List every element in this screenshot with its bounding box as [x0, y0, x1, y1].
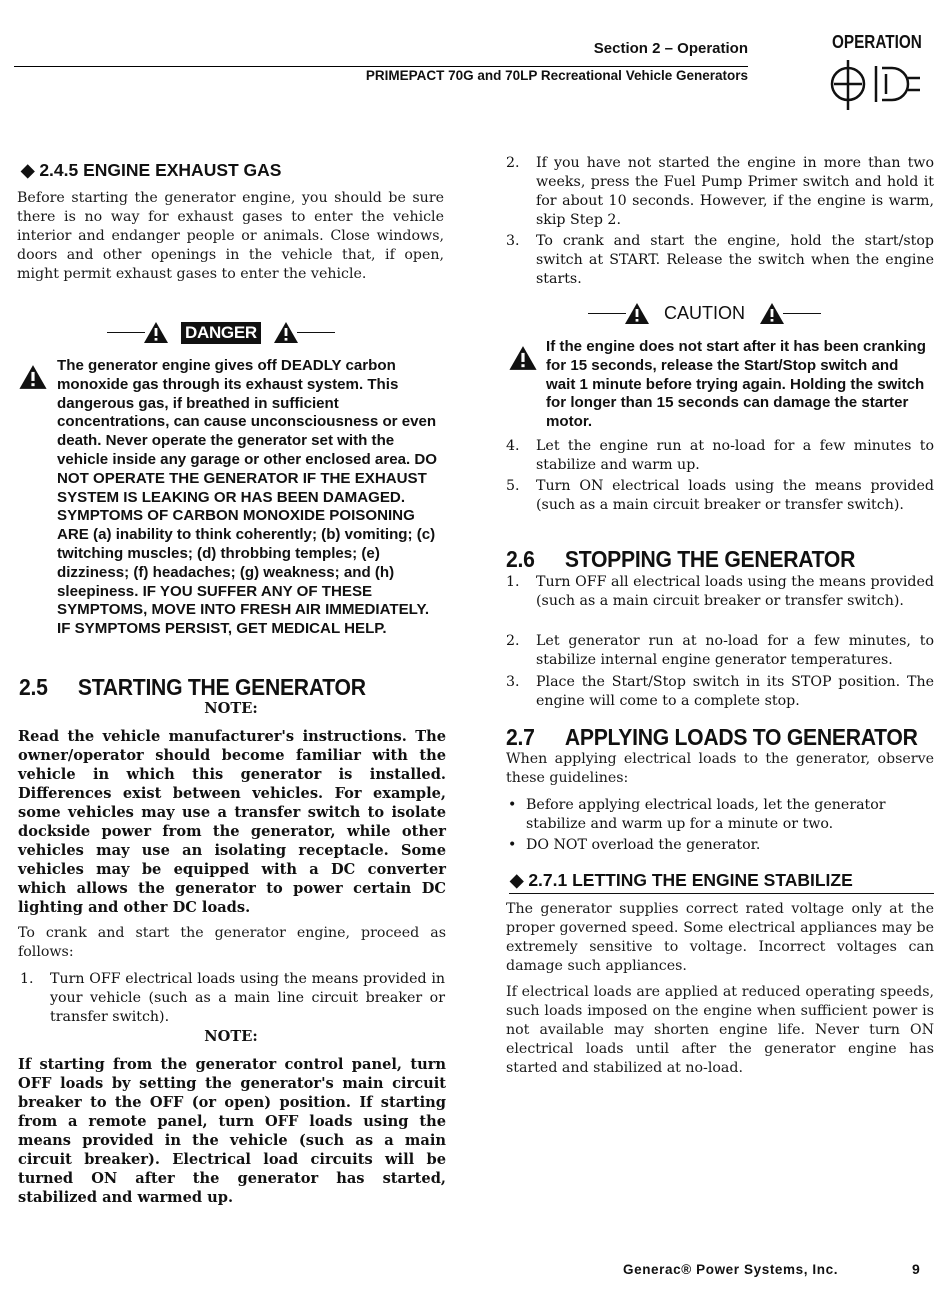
note-label: NOTE: — [204, 1028, 258, 1045]
product-header: PRIMEPACT 70G and 70LP Recreational Vehicle Generators — [365, 68, 748, 83]
warning-triangle-icon — [143, 321, 169, 344]
step-number: 2. — [506, 155, 520, 171]
stop-step-3 — [506, 673, 934, 713]
warning-triangle-icon — [273, 321, 299, 344]
step-text: Let the engine run at no-load for a few minutes to stabilize and warm up. — [536, 438, 934, 473]
banner-rule-left — [107, 332, 145, 333]
heading-rule — [509, 893, 934, 894]
step-text: Turn OFF all electrical loads using the means provided (such as a main circuit breaker or transfer switch). — [536, 574, 934, 609]
loads-intro: When applying electrical loads to the generator, observe these guidelines: — [506, 751, 934, 786]
heading-2-6 — [506, 546, 855, 573]
operation-symbol-icon — [828, 58, 932, 114]
danger-banner — [107, 321, 335, 344]
step-text: If you have not started the engine in more than two weeks, press the Fuel Pump Primer switch and hold it for about 10 seconds. However, if the engine is warm, skip Step 2. — [536, 155, 934, 228]
step-text: Let generator run at no-load for a few minutes, to stabilize internal engine generator temperatures. — [536, 633, 934, 668]
step-number: 1. — [20, 971, 34, 987]
note-paragraph-2: If starting from the generator control panel, turn OFF loads by setting the generator's main circuit breaker to the OFF (or open) position. If starting from a remote panel, turn OFF loads using the means provided in the vehicle (such as a main circuit breaker). Electrical load circuits will be turned ON after the generator has started, stabilized and warmed up. — [18, 1056, 446, 1206]
note-label: NOTE: — [204, 700, 258, 717]
diamond-bullet-icon: ◆ — [21, 160, 40, 180]
heading-2-7-title: APPLYING LOADS TO GENERATOR — [564, 724, 918, 750]
exhaust-paragraph: Before starting the generator engine, you should be sure there is no way for exhaust gases to enter the vehicle interior and endanger people or animals. Close windows, doors and other openings in the vehicle that, if open, might permit exhaust gases to enter the vehicle. — [17, 190, 444, 282]
heading-2-5 — [19, 674, 366, 701]
page-number: 9 — [912, 1261, 920, 1277]
danger-warning-text: The generator engine gives off DEADLY carbon monoxide gas through its exhaust system. This dangerous gas, if breathed in sufficient concentrations, can cause unconsciousness or even death. Never operate the generator set with the vehicle inside any garage or other enclosed area. DO NOT OPERATE THE GENERATOR IF THE EXHAUST SYSTEM IS LEAKING OR HAS BEEN DAMAGED. SYMPTOMS OF CARBON MONOXIDE POISONING ARE (a) inability to think coherently; (b) vomiting; (c) twitching muscles; (d) throbbing temples; (e) dizziness; (f) headaches; (g) weakness; and (h) sleepiness. IF YOU SUFFER ANY OF THESE SYMPTOMS, MOVE INTO FRESH AIR IMMEDIATELY. IF SYMPTOMS PERSIST, GET MEDICAL HELP. — [57, 357, 438, 638]
warning-triangle-icon — [624, 302, 650, 325]
step-text: To crank and start the engine, hold the start/stop switch at START. Release the switch when the engine starts. — [536, 233, 934, 287]
diamond-bullet-icon: ◆ — [510, 870, 529, 890]
start-step-1 — [20, 970, 445, 1028]
bullet-text: Before applying electrical loads, let the generator stabilize and warm up for a minute or two. — [526, 797, 886, 832]
crank-intro: To crank and start the generator engine, proceed as follows: — [18, 925, 446, 960]
warning-triangle-icon — [18, 364, 48, 390]
heading-2-4-5 — [21, 160, 281, 181]
operation-label: OPERATION — [832, 32, 922, 52]
bullet-dot-icon: • — [508, 837, 517, 853]
heading-2-6-number: 2.6 — [506, 546, 535, 572]
heading-2-5-number: 2.5 — [19, 674, 48, 700]
banner-rule-right — [783, 313, 821, 314]
section-header: Section 2 – Operation — [593, 40, 748, 57]
guideline-bullet-1 — [506, 796, 934, 836]
step-number: 1. — [506, 574, 520, 590]
step-text: Place the Start/Stop switch in its STOP position. The engine will come to a complete stop. — [536, 674, 934, 709]
footer-company: Generac® Power Systems, Inc. — [623, 1262, 839, 1277]
note-paragraph: Read the vehicle manufacturer's instructions. The owner/operator should become familiar with the vehicle in which this generator is installed. Differences exist between vehicles. For example, some vehicles may use a transfer switch to isolate dockside power from the generator, while other vehicles may use an isolating receptacle. Some vehicles may be equipped with a DC converter which allows the generator to power certain DC lighting and other DC loads. — [18, 728, 446, 916]
step-number: 4. — [506, 438, 520, 454]
step-number: 2. — [506, 633, 520, 649]
banner-rule-right — [297, 332, 335, 333]
start-step-3 — [506, 232, 934, 290]
stabilize-paragraph-2: If electrical loads are applied at reduced operating speeds, such loads imposed on the engine when sufficient power is not available may shorten engine life. Never turn ON electrical loads until after the generator engine has started and stabilized at no-load. — [506, 984, 934, 1076]
bullet-dot-icon: • — [508, 797, 517, 813]
heading-2-7 — [506, 724, 918, 751]
stabilize-paragraph-1: The generator supplies correct rated voltage only at the proper governed speed. Some electrical appliances may be extremely sensitive to voltage. Incorrect voltages can damage such appliances. — [506, 901, 934, 974]
step-number: 3. — [506, 674, 520, 690]
heading-2-7-number: 2.7 — [506, 724, 535, 750]
heading-2-5-title: STARTING THE GENERATOR — [77, 674, 366, 700]
heading-2-7-1-text: 2.7.1 LETTING THE ENGINE STABILIZE — [528, 870, 853, 890]
caution-warning-text: If the engine does not start after it has been cranking for 15 seconds, release the Start/Stop switch and wait 1 minute before trying again. Holding the switch for longer than 15 seconds can damage the starter motor. — [546, 338, 926, 431]
bullet-text: DO NOT overload the generator. — [526, 837, 761, 853]
guideline-bullet-2 — [506, 836, 934, 856]
caution-label: CAUTION — [664, 303, 745, 323]
start-step-5 — [506, 477, 934, 535]
heading-2-6-title: STOPPING THE GENERATOR — [564, 546, 856, 572]
heading-2-4-5-text: 2.4.5 ENGINE EXHAUST GAS — [39, 160, 282, 180]
stop-step-1 — [506, 573, 934, 631]
stop-step-2 — [506, 632, 934, 672]
heading-2-7-1 — [510, 870, 853, 891]
danger-label: DANGER — [181, 322, 261, 344]
warning-triangle-icon — [759, 302, 785, 325]
header-rule — [14, 66, 748, 67]
step-number: 3. — [506, 233, 520, 249]
step-number: 5. — [506, 478, 520, 494]
banner-rule-left — [588, 313, 626, 314]
caution-banner — [588, 302, 821, 325]
start-step-4 — [506, 437, 934, 477]
step-text: Turn OFF electrical loads using the means provided in your vehicle (such as a main line circuit breaker or transfer switch). — [50, 971, 445, 1025]
start-step-2 — [506, 154, 934, 232]
warning-triangle-icon — [508, 345, 538, 371]
step-text: Turn ON electrical loads using the means provided (such as a main circuit breaker or transfer switch). — [536, 478, 934, 513]
